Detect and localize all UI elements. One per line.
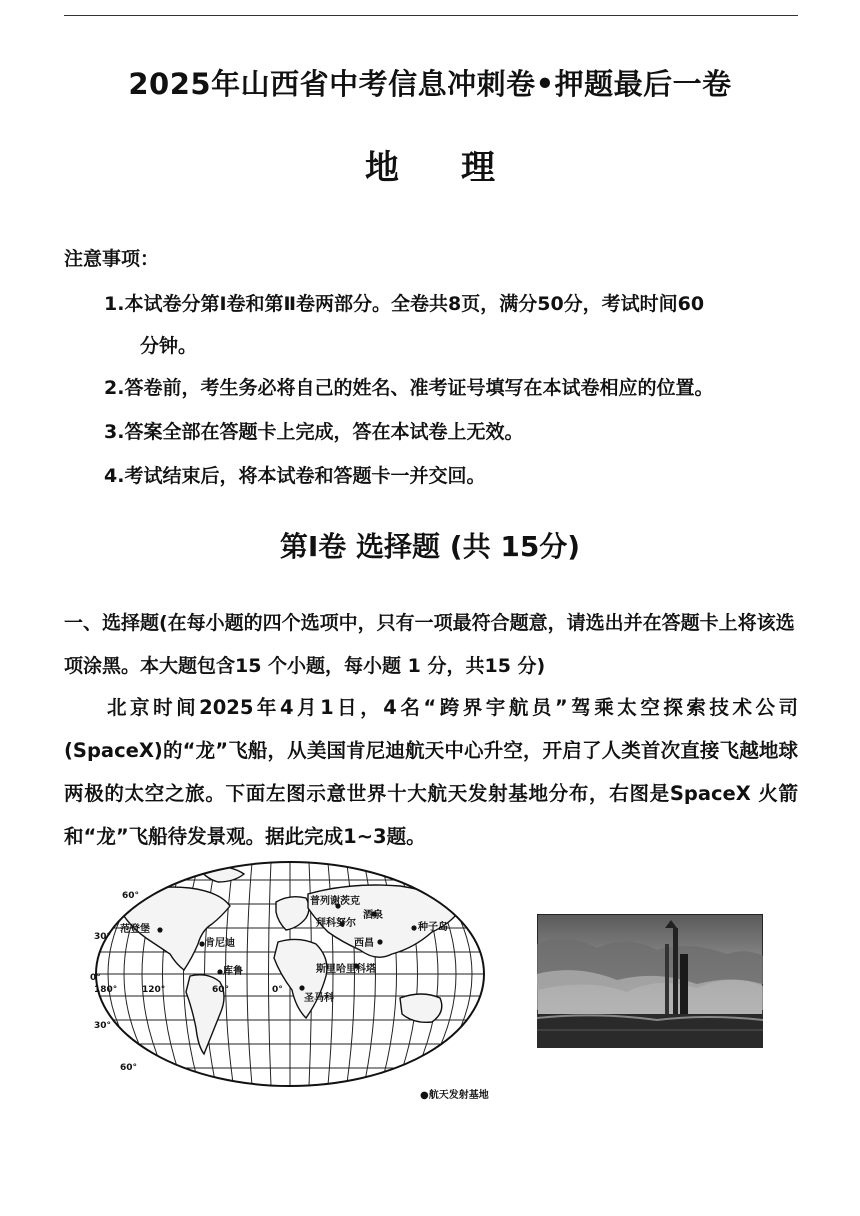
lon-label: 180° bbox=[94, 985, 118, 995]
section-title: 第Ⅰ卷 选择题 (共 15分) bbox=[279, 530, 581, 563]
site-label: 酒泉 bbox=[363, 910, 383, 921]
reading-passage: 北京时间2025年4月1日，4名“跨界宇航员”驾乘太空探索技术公司 (SpaceX)的“龙”飞船，从美国肯尼迪航天中心升空，开启了人类首次直接飞越地球两极的太空之旅。下面左图示意世界十大航天发射基地分布，右图是SpaceX 火箭和“龙”飞船待发景观。据此完成1~3题。 bbox=[64, 696, 798, 848]
exam-title: 2025年山西省中考信息冲刺卷•押题最后一卷 bbox=[128, 67, 732, 101]
lat-label: 30° bbox=[94, 932, 112, 942]
notice-item-2: 2.答卷前，考生务必将自己的姓名、准考证号填写在本试卷相应的位置。 bbox=[104, 377, 714, 399]
map-legend: ●航天发射基地 bbox=[420, 1090, 489, 1101]
site-label: 库鲁 bbox=[223, 966, 243, 977]
launch-site-marker bbox=[299, 985, 304, 990]
launch-site-marker bbox=[199, 941, 204, 946]
site-label: 拜科努尔 bbox=[316, 918, 356, 929]
site-label: 圣马科 bbox=[304, 993, 334, 1004]
site-label: 普列谢茨克 bbox=[310, 896, 360, 907]
site-label: 范登堡 bbox=[120, 924, 150, 935]
notice-item-1-continuation: 分钟。 bbox=[140, 335, 198, 357]
notice-item-3: 3.答案全部在答题卡上完成，答在本试卷上无效。 bbox=[104, 421, 524, 443]
subject-title: 地理 bbox=[365, 148, 557, 188]
notice-item-4: 4.考试结束后，将本试卷和答题卡一并交回。 bbox=[104, 465, 486, 487]
lat-label: 60° bbox=[122, 891, 140, 901]
launch-site-marker bbox=[377, 939, 382, 944]
site-label: 肯尼迪 bbox=[205, 938, 235, 949]
lat-label: 60° bbox=[120, 1063, 138, 1073]
notice-item-1 bbox=[104, 283, 804, 367]
lat-label: 30° bbox=[94, 1021, 112, 1031]
lat-label: 0° bbox=[90, 973, 101, 983]
top-rule bbox=[64, 15, 798, 16]
world-launch-sites-map bbox=[80, 858, 500, 1108]
site-label: 西昌 bbox=[354, 938, 374, 949]
notice-item-1-text: 1.本试卷分第Ⅰ卷和第Ⅱ卷两部分。全卷共8页，满分50分，考试时间60 bbox=[104, 293, 705, 315]
launch-site-marker bbox=[217, 969, 222, 974]
rocket-launch-photo bbox=[537, 914, 763, 1048]
question-instruction: 一、选择题(在每小题的四个选项中，只有一项最符合题意，请选出并在答题卡上将该选项涂黑。本大题包含15 个小题，每小题 1 分，共15 分) bbox=[64, 612, 795, 677]
lon-label: 0° bbox=[272, 985, 283, 995]
notice-heading: 注意事项： bbox=[64, 248, 160, 270]
lon-label: 120° bbox=[142, 985, 166, 995]
site-label: 斯里哈里科塔 bbox=[316, 964, 376, 975]
map-graticule bbox=[80, 862, 500, 1086]
launch-site-marker bbox=[157, 927, 162, 932]
launch-site-marker bbox=[411, 925, 416, 930]
site-label: 种子岛 bbox=[418, 922, 448, 933]
lon-label: 60° bbox=[212, 985, 230, 995]
